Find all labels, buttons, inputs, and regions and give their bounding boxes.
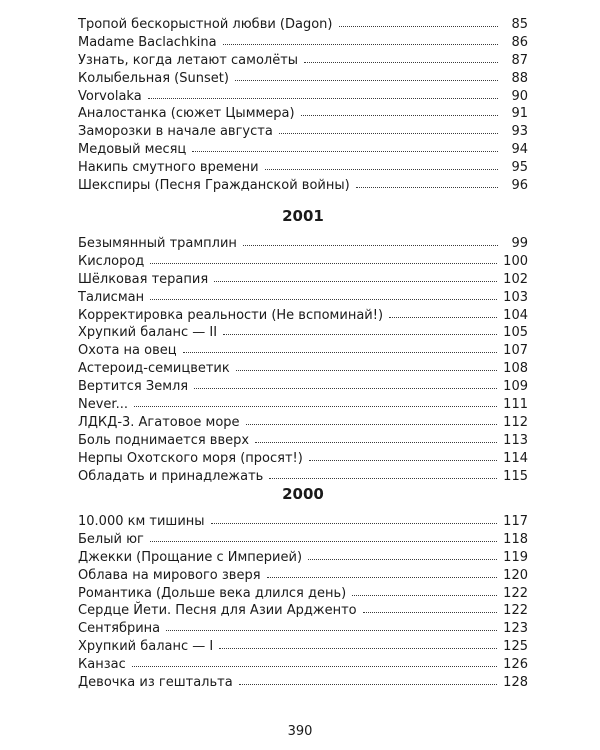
dot-leader [267,577,498,578]
toc-entry [78,88,528,106]
toc-entry [78,342,528,360]
toc-entry [78,70,528,88]
entry-page: 122 [503,603,528,619]
toc-entry [78,414,528,432]
entry-page: 113 [503,432,528,448]
toc-entry [78,378,528,396]
entry-page: 94 [511,142,528,158]
toc-entry [78,674,528,692]
entry-title: Заморозки в начале августа [78,124,273,140]
entry-title: Медовый месяц [78,142,187,158]
toc-entry [78,141,528,159]
entry-page: 93 [511,124,528,140]
entry-page: 117 [503,514,528,529]
entry-page: 87 [511,52,528,68]
dot-leader [239,684,498,685]
entry-title: Накипь смутного времени [78,160,259,176]
toc-entry [78,360,528,378]
dot-leader [356,187,498,188]
section-year-heading: 2000 [282,485,324,503]
toc-entry [78,34,528,52]
entry-title: Девочка из гештальта [78,675,233,691]
entry-title: Кислород [78,253,145,269]
entry-page: 91 [511,106,528,122]
entry-page: 95 [511,160,528,176]
entry-title: Белый юг [78,531,144,547]
entry-page: 108 [503,361,528,377]
entry-page: 85 [511,17,528,32]
dot-leader [269,478,497,479]
toc-entry [78,52,528,70]
dot-leader [211,523,498,524]
entry-page: 86 [511,34,528,50]
dot-leader [236,370,497,371]
toc-entry [78,638,528,656]
entry-page: 126 [503,657,528,673]
entry-title: Узнать, когда летают самолёты [78,52,299,68]
toc-list [78,513,528,692]
dot-leader [235,80,498,81]
dot-leader [301,115,498,116]
toc-entry [78,549,528,567]
entry-title: Охота на овец [78,343,177,359]
dot-leader [223,334,497,335]
toc-entry [78,159,528,177]
toc-entry [78,324,528,342]
entry-page: 112 [503,414,528,430]
toc-entry [78,105,528,123]
entry-title: Аналостанка (сюжет Цыммера) [78,106,295,122]
section-year-heading: 2001 [282,207,324,225]
dot-leader [389,317,497,318]
toc-entry [78,271,528,289]
dot-leader [255,442,497,443]
toc-entry [78,177,528,195]
toc-entry [78,396,528,414]
toc-entry [78,513,528,531]
toc-entry [78,235,528,253]
dot-leader [279,133,498,134]
page-number: 390 [287,724,313,739]
entry-page: 119 [503,549,528,565]
dot-leader [150,299,497,300]
toc-list [78,235,528,485]
entry-title: Вертится Земля [78,379,189,395]
toc-entry [78,450,528,468]
toc-entry [78,567,528,585]
dot-leader [352,595,497,596]
entry-title: Never... [78,397,128,413]
dot-leader [166,630,497,631]
entry-title: 10.000 км тишины [78,514,205,529]
toc-entry [78,531,528,549]
dot-leader [363,612,498,613]
entry-page: 109 [503,379,528,395]
toc-entry [78,16,528,34]
dot-leader [150,541,497,542]
entry-title: Шёлковая терапия [78,271,209,287]
entry-page: 96 [511,178,528,194]
toc-section-2001 [78,206,528,485]
entry-page: 100 [503,253,528,269]
entry-title: Vorvolaka [78,88,142,104]
entry-title: Тропой бескорыстной любви (Dagon) [78,17,333,32]
dot-leader [246,424,498,425]
entry-page: 122 [503,585,528,601]
entry-title: Талисман [78,289,145,305]
entry-page: 88 [511,70,528,86]
toc-entry [78,656,528,674]
toc-list [78,16,528,195]
entry-page: 99 [511,236,528,251]
entry-title: Боль поднимается вверх [78,432,250,448]
entry-page: 90 [511,88,528,104]
toc-section-2000 [78,484,528,692]
entry-title: Колыбельная (Sunset) [78,70,229,86]
toc-entry [78,585,528,603]
entry-title: Хрупкий баланс — II [78,325,218,341]
dot-leader [148,98,498,99]
entry-page: 123 [503,621,528,637]
toc-entry [78,253,528,271]
dot-leader [132,666,497,667]
toc-entry [78,468,528,486]
entry-page: 104 [503,307,528,323]
dot-leader [183,352,498,353]
toc-entry [78,123,528,141]
entry-page: 125 [503,639,528,655]
entry-page: 102 [503,271,528,287]
entry-page: 105 [503,325,528,341]
entry-title: Нерпы Охотского моря (просят!) [78,450,303,466]
dot-leader [309,460,497,461]
dot-leader [134,406,497,407]
dot-leader [339,26,499,27]
toc-section-continued [78,16,528,195]
dot-leader [308,559,497,560]
dot-leader [214,281,497,282]
entry-page: 103 [503,289,528,305]
entry-page: 120 [503,567,528,583]
entry-page: 118 [503,531,528,547]
entry-title: Обладать и принадлежать [78,468,264,484]
toc-entry [78,307,528,325]
entry-title: Корректировка реальности (Не вспоминай!) [78,307,384,323]
entry-title: Madame Baclachkina [78,34,217,50]
dot-leader [219,648,497,649]
entry-title: Безымянный трамплин [78,236,237,251]
entry-title: Хрупкий баланс — I [78,639,214,655]
dot-leader [265,169,498,170]
entry-page: 115 [503,468,528,484]
dot-leader [304,62,498,63]
entry-title: Романтика (Дольше века длился день) [78,585,347,601]
entry-page: 111 [503,397,528,413]
entry-page: 114 [503,450,528,466]
entry-title: Джекки (Прощание с Империей) [78,549,303,565]
toc-entry [78,620,528,638]
dot-leader [194,388,497,389]
dot-leader [192,151,498,152]
entry-title: ЛДКД-3. Агатовое море [78,414,240,430]
entry-page: 128 [503,675,528,691]
dot-leader [223,44,498,45]
entry-title: Шекспиры (Песня Гражданской войны) [78,178,350,194]
toc-entry [78,432,528,450]
entry-title: Астероид-семицветик [78,361,230,377]
entry-title: Сентябрина [78,621,161,637]
dot-leader [243,245,498,246]
entry-page: 107 [503,343,528,359]
entry-title: Сердце Йети. Песня для Азии Ардженто [78,603,357,619]
toc-entry [78,289,528,307]
entry-title: Облава на мирового зверя [78,567,261,583]
dot-leader [150,263,497,264]
toc-entry [78,602,528,620]
entry-title: Канзас [78,657,126,673]
